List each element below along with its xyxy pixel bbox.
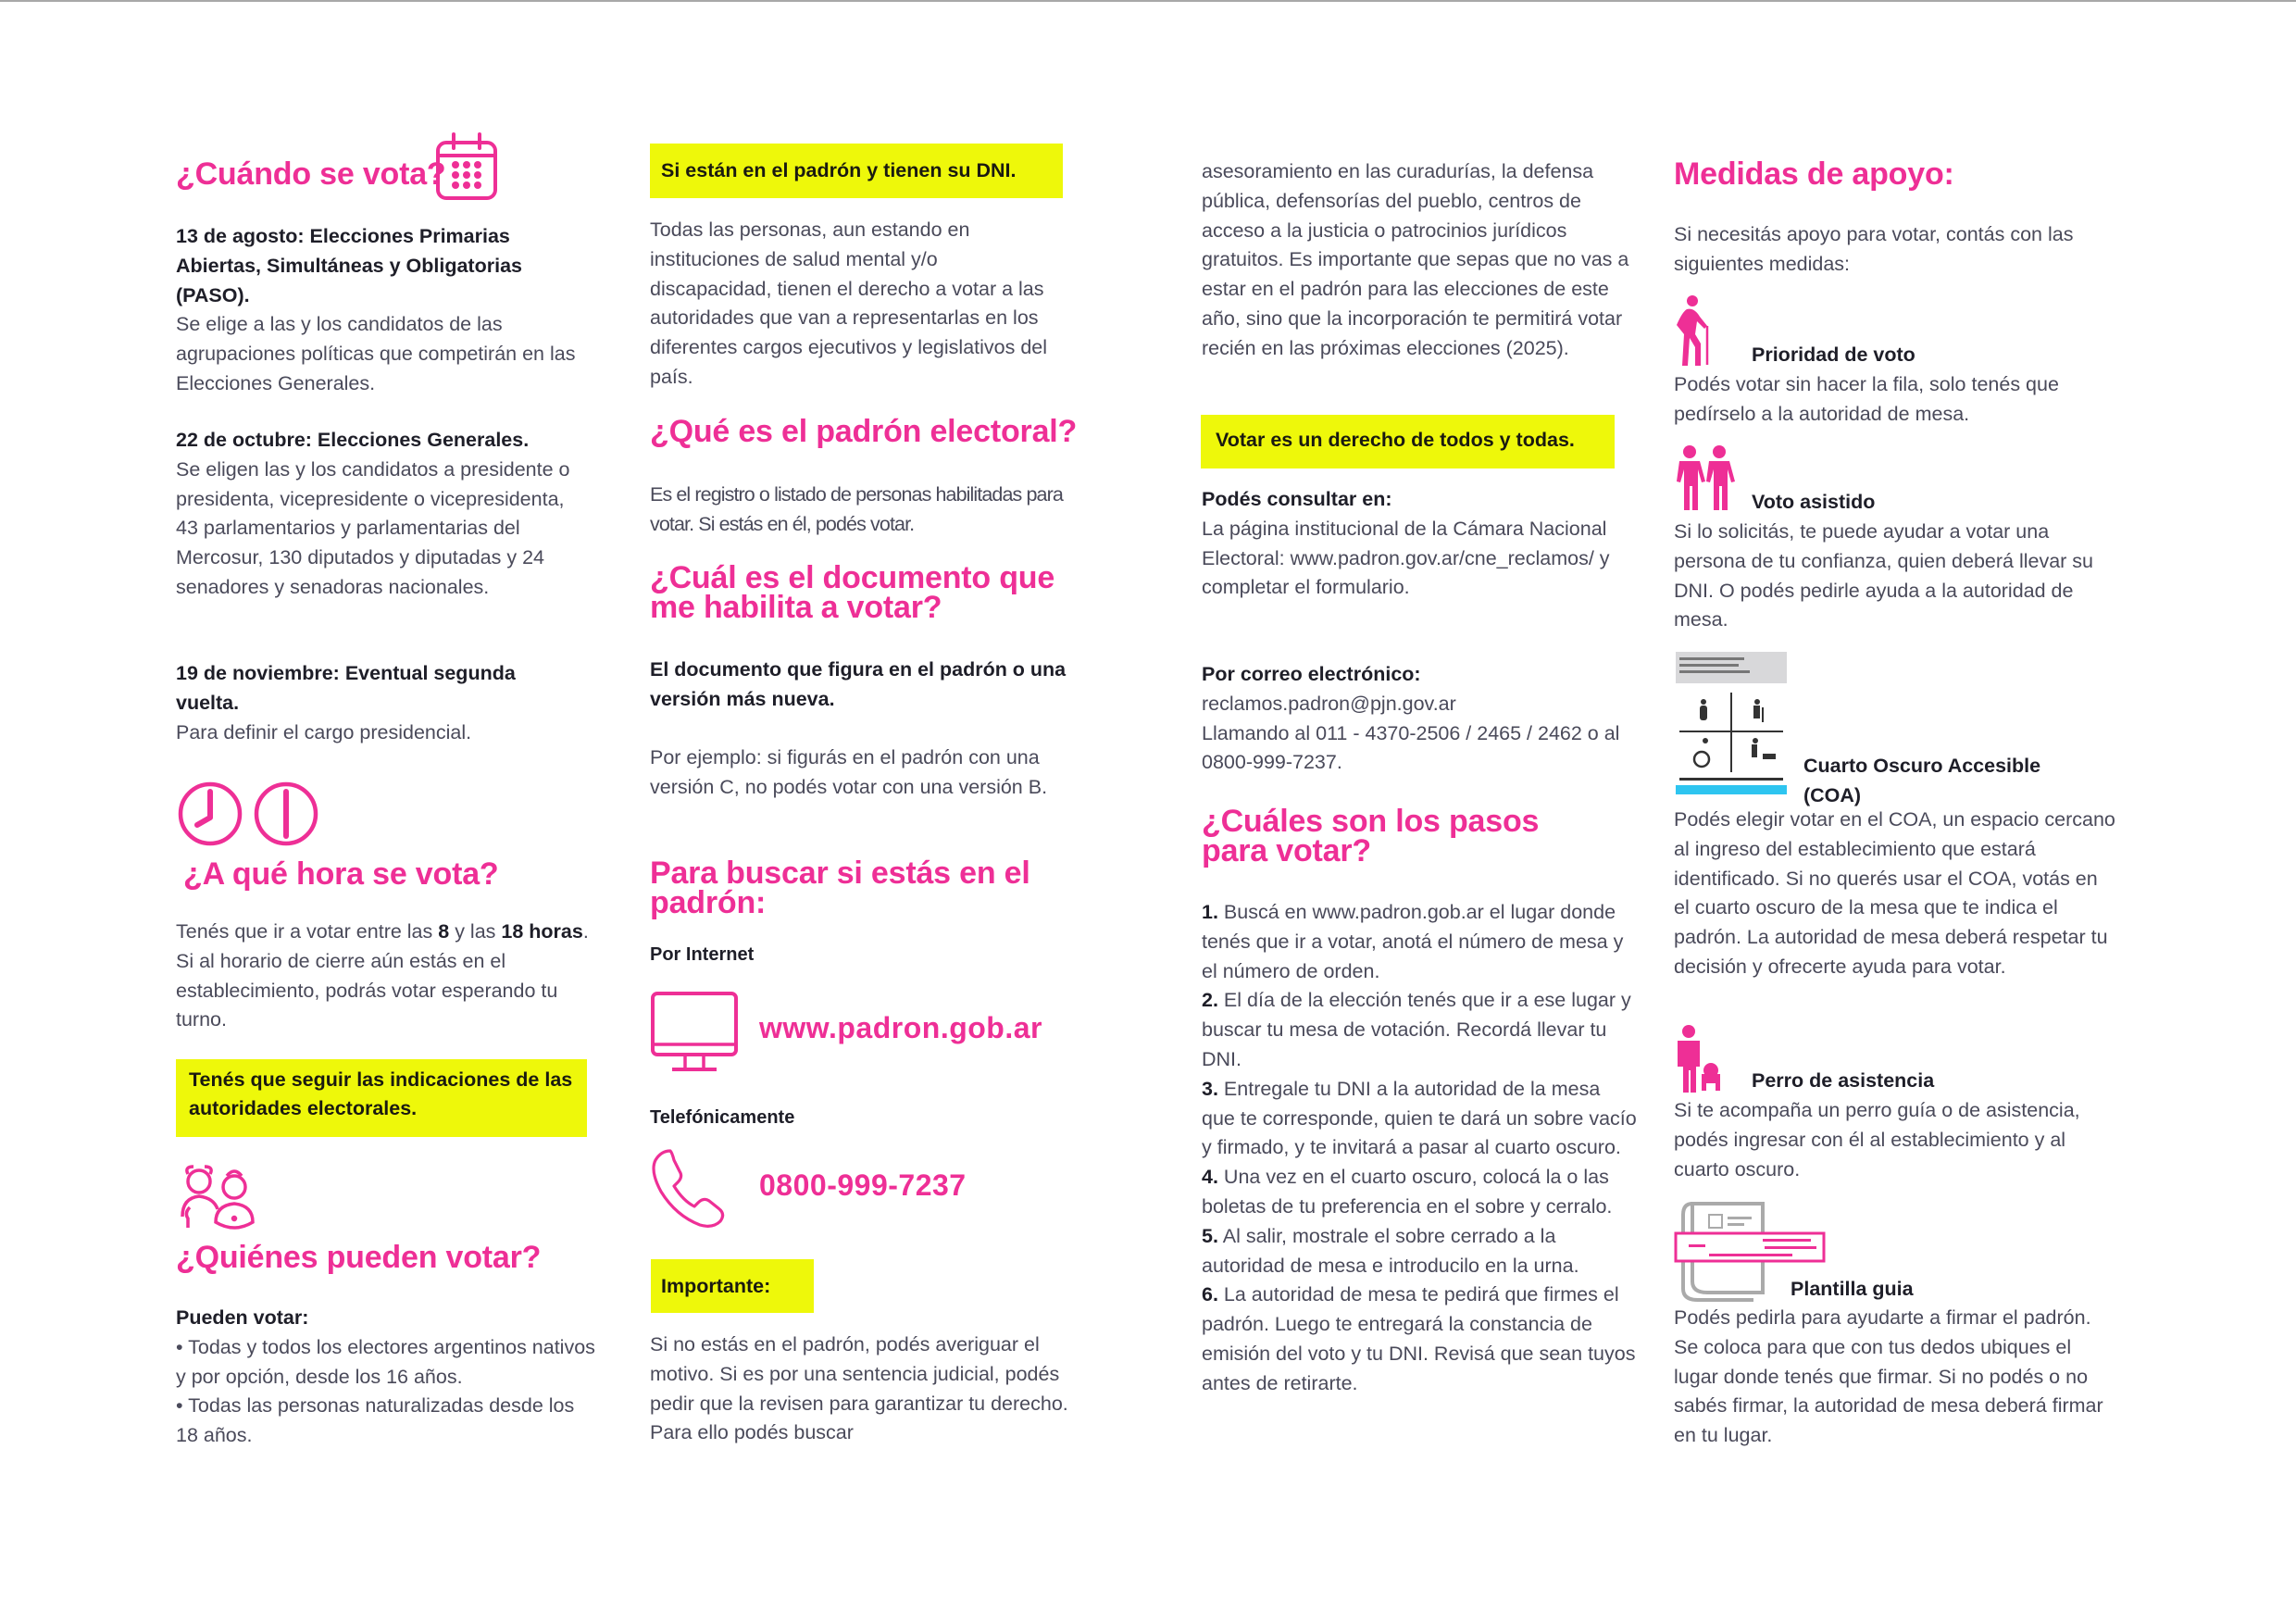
- paso-heading: 13 de agosto: Elecciones Primarias Abiertas, Simultáneas y Obligatorias (PASO).: [176, 225, 522, 306]
- phone-icon: [650, 1145, 735, 1230]
- document-bold-text: El documento que figura en el padrón o una versión más nueva.: [650, 658, 1067, 710]
- support-intro: Si necesitás apoyo para votar, contás con las siguientes medidas:: [1674, 223, 2074, 275]
- segunda-vuelta-description: Para definir el cargo presidencial.: [176, 720, 472, 743]
- consult-section: [1202, 485, 1628, 603]
- assistance-dog-icon: [1674, 1024, 1724, 1094]
- measure-title: Prioridad de voto: [1752, 344, 1915, 366]
- highlight-box: [650, 144, 1063, 198]
- measure-text: Podés pedirla para ayudarte a firmar el padrón. Se coloca para que con tus dedos ubiques el lugar donde tenés que firmar. Si no podés o no sabés firmar, la autoridad de mesa deberá firmar en tu lugar.: [1674, 1306, 2103, 1447]
- election-date-segunda-vuelta: [176, 659, 583, 747]
- steps-title: ¿Cuáles son los pasos para votar?: [1202, 804, 1540, 868]
- steps-list: [1202, 898, 1637, 1399]
- clock-icon: [177, 781, 243, 847]
- paso-description: Se elige a las y los candidatos de las agrupaciones políticas que competirán en las Elecciones Generales.: [176, 313, 576, 394]
- measure-title: Perro de asistencia: [1752, 1069, 1935, 1092]
- measure-text: Podés elegir votar en el COA, un espacio cercano al ingreso del establecimiento que estará identificado. Si no querés usar el COA, votás en el cuarto oscuro de la mesa que te indica el padrón. La autoridad de mesa deberá respetar tu decisión y ofrecerte ayuda para votar.: [1674, 808, 2115, 978]
- election-date-generales: [176, 426, 583, 603]
- important-label: Importante:: [661, 1275, 771, 1297]
- internet-label: Por Internet: [650, 944, 755, 965]
- email-section: [1202, 660, 1637, 778]
- who-title: ¿Quiénes pueden votar?: [176, 1240, 542, 1275]
- step-item: 5. Al salir, mostrale el sobre cerrado a la autoridad de mesa e introducilo en la urna.: [1202, 1224, 1579, 1277]
- email-link[interactable]: reclamos.padron@pjn.gov.ar: [1202, 692, 1456, 715]
- important-text: Si no estás en el padrón, podés averiguar el motivo. Si es por una sentencia judicial, podés pedir que la revisen para garantizar tu derecho. Para ello podés buscar: [650, 1333, 1068, 1444]
- measure-title: Cuarto Oscuro Accesible (COA): [1803, 755, 2041, 806]
- phone-number-link[interactable]: 0800-999-7237: [759, 1168, 967, 1202]
- highlight-box: [651, 1259, 814, 1313]
- step-item: 6. La autoridad de mesa te pedirá que firmes el padrón. Luego te entregará la constancia de emisión del voto y tu DNI. Revisá que sean tuyos antes de retirarte.: [1202, 1283, 1636, 1394]
- calendar-icon: [435, 131, 498, 202]
- generales-description: Se eligen las y los candidatos a presidente o presidenta, vicepresidente o vicepresidenta, 43 parlamentarios y parlamentarias del Mercosur, 130 diputados y diputadas y 24 senadores y senadoras nacionales.: [176, 457, 570, 598]
- search-title: Para buscar si estás en el padrón:: [650, 856, 1030, 920]
- elderly-person-icon: [1674, 294, 1716, 367]
- highlight-padron-dni-text: Si están en el padrón y tienen su DNI.: [661, 159, 1017, 181]
- step-item: 2. El día de la elección tenés que ir a ese lugar y buscar tu mesa de votación. Recordá llevar tu DNI.: [1202, 989, 1631, 1070]
- time-title: ¿A qué hora se vota?: [183, 856, 499, 892]
- who-content: [176, 1304, 602, 1451]
- measure-title: Plantilla guia: [1791, 1278, 1914, 1300]
- election-date-paso: [176, 222, 593, 399]
- when-title: ¿Cuándo se vota?: [176, 156, 446, 192]
- time-text: Tenés que ir a votar entre las 8 y las 18 horas. Si al horario de cierre aún estás en el establecimiento, podrás votar esperando tu turno.: [176, 920, 589, 1031]
- phone-label: Telefónicamente: [650, 1107, 795, 1128]
- padron-website-link[interactable]: www.padron.gob.ar: [759, 1011, 1042, 1044]
- assisted-vote-icon: [1674, 444, 1739, 511]
- generales-heading: 22 de octubre: Elecciones Generales.: [176, 429, 530, 451]
- consult-text: La página institucional de la Cámara Nacional Electoral: www.padron.gov.ar/cne_reclamos/ y completar el formulario.: [1202, 517, 1610, 599]
- who-bullet: • Todas las personas naturalizadas desde los 18 años.: [176, 1394, 575, 1447]
- document-title: ¿Cuál es el documento que me habilita a votar?: [650, 560, 1055, 625]
- clock-icon: [253, 781, 319, 847]
- document-example-text: Por ejemplo: si figurás en el padrón con una versión C, no podés votar con una versión B.: [650, 746, 1048, 798]
- measure-text: Si te acompaña un perro guía o de asistencia, podés ingresar con él al establecimiento y al cuarto oscuro.: [1674, 1099, 2080, 1181]
- monitor-icon: [650, 991, 739, 1074]
- padron-text: Es el registro o listado de personas habilitadas para votar. Si estás en él, podés votar.: [650, 483, 1063, 535]
- accessible-room-sign-icon: [1676, 652, 1787, 800]
- measure-text: Podés votar sin hacer la fila, solo tenés que pedírselo a la autoridad de mesa.: [1674, 373, 2059, 425]
- measure-title: Voto asistido: [1752, 491, 1876, 513]
- consult-label: Podés consultar en:: [1202, 488, 1392, 510]
- support-title: Medidas de apoyo:: [1674, 156, 1954, 192]
- highlight-authorities-text: Tenés que seguir las indicaciones de las autoridades electorales.: [189, 1068, 573, 1119]
- step-item: 4. Una vez en el cuarto oscuro, colocá la o las boletas de tu preferencia en el sobre y cerralo.: [1202, 1166, 1613, 1218]
- who-bullet: • Todas y todos los electores argentinos nativos y por opción, desde los 16 años.: [176, 1335, 595, 1388]
- page-top-border: [0, 0, 2296, 2]
- highlight-right-to-vote-text: Votar es un derecho de todos y todas.: [1216, 429, 1575, 451]
- highlight-box: [176, 1059, 587, 1137]
- step-item: 3. Entregale tu DNI a la autoridad de la mesa que te corresponde, quien te dará un sobre vacío y firmado, y te invitará a pasar al cuarto oscuro.: [1202, 1077, 1637, 1159]
- rights-text: Todas las personas, aun estando en instituciones de salud mental y/o discapacidad, tienen el derecho a votar a las autoridades que van a representarlas en los diferentes cargos ejecutivos y legislativos del país.: [650, 219, 1048, 388]
- highlight-box: [1201, 415, 1615, 468]
- people-icon: [179, 1165, 256, 1231]
- email-label: Por correo electrónico:: [1202, 663, 1421, 685]
- segunda-vuelta-heading: 19 de noviembre: Eventual segunda vuelta.: [176, 662, 516, 714]
- step-item: 1. Buscá en www.padron.gob.ar el lugar donde tenés que ir a votar, anotá el número de mesa y el número de orden.: [1202, 901, 1624, 982]
- who-label: Pueden votar:: [176, 1306, 309, 1329]
- padron-title: ¿Qué es el padrón electoral?: [650, 414, 1078, 449]
- continued-text: asesoramiento en las curadurías, la defensa pública, defensorías del pueblo, centros de acceso a la justicia o patrocinios jurídicos gratuitos. Es importante que sepas que no vas a estar en el padrón para las elecciones de este año, sino que la incorporación te permitirá votar recién en las próximas elecciones (2025).: [1202, 160, 1629, 359]
- measure-text: Si lo solicitás, te puede ayudar a votar una persona de tu confianza, quien deberá llevar su DNI. O podés pedirle ayuda a la autoridad de mesa.: [1674, 520, 2094, 631]
- phone-contact-text: Llamando al 011 - 4370-2506 / 2465 / 2462 o al 0800-999-7237.: [1202, 721, 1620, 774]
